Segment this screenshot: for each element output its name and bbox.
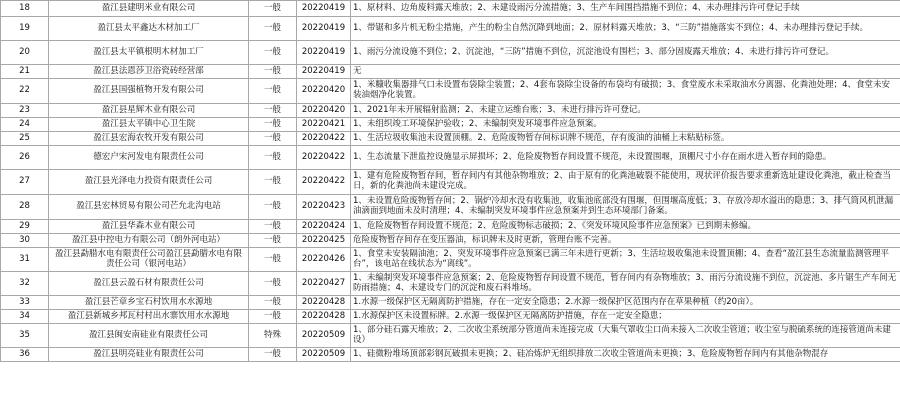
inspection-date-cell[interactable]: 20220422 xyxy=(297,146,351,170)
company-name-cell[interactable]: 盈江县新城乡邦瓦村村出水寨饮用水水源地 xyxy=(49,310,249,324)
issues-found-cell[interactable]: 1、未设置危险废物暂存间；2、锅炉冷却水没有收集池，收集池底部没有围堰，但围堰高度低；3、存放冷却水溢出的隐患；3、排气筒风机泄漏油滴面到地面未及时清理；4、未编制突发环境事件应急预案并到生态环境部门备案。 xyxy=(351,195,900,220)
inspection-date-cell[interactable]: 20220419 xyxy=(297,41,351,65)
row-number-cell[interactable]: 18 xyxy=(1,1,49,17)
company-name-cell[interactable]: 盈江县明亮硅业有限责任公司 xyxy=(49,348,249,362)
inspection-date-cell[interactable]: 20220419 xyxy=(297,65,351,79)
row-number-cell[interactable]: 28 xyxy=(1,195,49,220)
table-row[interactable] xyxy=(1,104,900,118)
table-row[interactable] xyxy=(1,41,900,65)
row-number-cell[interactable]: 35 xyxy=(1,324,49,348)
inspection-date-cell[interactable]: 20220509 xyxy=(297,324,351,348)
issues-found-cell[interactable]: 1.水源一级保护区无隔离防护措施，存在一定安全隐患；2.水源一级保护区范围内存在草果种植（约20亩）。 xyxy=(351,296,900,310)
inspection-type-cell[interactable]: 一般 xyxy=(249,146,297,170)
row-number-cell[interactable]: 36 xyxy=(1,348,49,362)
row-number-cell[interactable]: 32 xyxy=(1,272,49,296)
table-row[interactable] xyxy=(1,79,900,104)
table-row[interactable] xyxy=(1,170,900,195)
row-number-cell[interactable]: 25 xyxy=(1,132,49,146)
table-row[interactable] xyxy=(1,146,900,170)
row-number-cell[interactable]: 24 xyxy=(1,118,49,132)
company-name-cell[interactable]: 盈江县国强植物开发有限公司 xyxy=(49,79,249,104)
inspection-type-cell[interactable]: 一般 xyxy=(249,17,297,41)
row-number-cell[interactable]: 22 xyxy=(1,79,49,104)
company-name-cell[interactable]: 盈江县闽安南硅业有限责任公司 xyxy=(49,324,249,348)
inspection-date-cell[interactable]: 20220423 xyxy=(297,195,351,220)
issues-found-cell[interactable]: 危险废物暂存间存在变压器油，标识牌未及时更新，管理台账不完善。 xyxy=(351,234,900,248)
inspection-date-cell[interactable]: 20220420 xyxy=(297,104,351,118)
issues-found-cell[interactable]: 1、未组织竣工环境保护验收；2、未编制突发环境事件应急预案。 xyxy=(351,118,900,132)
company-name-cell[interactable]: 盈江县云盈石材有限责任公司 xyxy=(49,272,249,296)
company-name-cell[interactable]: 盈江县勐腊水电有限责任公司盈江县勐腊水电有限责任公司（银河电站） xyxy=(49,248,249,272)
row-number-cell[interactable]: 20 xyxy=(1,41,49,65)
company-name-cell[interactable]: 盈江县宏林贸易有限公司芒允北沟电站 xyxy=(49,195,249,220)
issues-found-cell[interactable]: 1、未编制突发环境事件应急预案；2、危险废物暂存间设置不规范，暂存间内有杂物堆放；3、雨污分流设施不到位，沉淀池、多片锯生产车间无防雨措施；4、未建设专门的沉淀和废石料堆场。 xyxy=(351,272,900,296)
issues-found-cell[interactable]: 1、食堂未安装隔油池；2、突发环境事件应急预案已满三年未进行更新；3、生活垃圾收集池未设置顶棚；4、查看“盈江县生态流量监测管理平台”，该电站在线状态为“离线”。 xyxy=(351,248,900,272)
company-name-cell[interactable]: 盈江县华森木业有限公司 xyxy=(49,220,249,234)
table-row[interactable] xyxy=(1,234,900,248)
issues-found-cell[interactable]: 1、带锯和多片机无粉尘措施，产生的粉尘自然沉降到地面；2、原材料露天堆放；3、“三防”措施落实不到位；4、未办理排污登记手续。 xyxy=(351,17,900,41)
inspection-type-cell[interactable]: 一般 xyxy=(249,234,297,248)
company-name-cell[interactable]: 盈江县宏海农牧开发有限公司 xyxy=(49,132,249,146)
company-name-cell[interactable]: 盈江县太平鑫达木材加工厂 xyxy=(49,17,249,41)
row-number-cell[interactable]: 21 xyxy=(1,65,49,79)
issues-found-cell[interactable]: 1、米糠收集器排气口未设置布袋除尘装置；2、4套布袋除尘设备的布袋均有破损；3、食堂废水未采取油水分离器、化粪池处理；4、食堂未安装油烟净化装置。 xyxy=(351,79,900,104)
table-row[interactable] xyxy=(1,348,900,362)
inspection-type-cell[interactable]: 特殊 xyxy=(249,324,297,348)
inspection-type-cell[interactable]: 一般 xyxy=(249,79,297,104)
company-name-cell[interactable]: 盈江县太平镇中心卫生院 xyxy=(49,118,249,132)
table-row[interactable] xyxy=(1,324,900,348)
row-number-cell[interactable]: 34 xyxy=(1,310,49,324)
inspection-date-cell[interactable]: 20220422 xyxy=(297,132,351,146)
row-number-cell[interactable]: 33 xyxy=(1,296,49,310)
inspection-type-cell[interactable]: 一般 xyxy=(249,296,297,310)
company-name-cell[interactable]: 盈江县光泽电力投资有限责任公司 xyxy=(49,170,249,195)
inspection-date-cell[interactable]: 20220427 xyxy=(297,272,351,296)
table-row[interactable] xyxy=(1,220,900,234)
issues-found-cell[interactable]: 1、建有危险废物暂存间，暂存间内有其他杂物堆放；2、由于原有的化粪池破裂不能使用，现状评价报告要求重新选址建设化粪池，截止检查当日，新的化粪池尚未建设完成。 xyxy=(351,170,900,195)
row-number-cell[interactable]: 19 xyxy=(1,17,49,41)
inspection-date-cell[interactable]: 20220424 xyxy=(297,220,351,234)
table-row[interactable] xyxy=(1,17,900,41)
inspection-type-cell[interactable]: 一般 xyxy=(249,310,297,324)
company-name-cell[interactable]: 盈江县建明米业有限公司 xyxy=(49,1,249,17)
table-row[interactable] xyxy=(1,296,900,310)
inspection-date-cell[interactable]: 20220428 xyxy=(297,310,351,324)
issues-found-cell[interactable]: 1、生活垃圾收集池未设置顶棚。2、危险废物暂存间标识牌不规范，存有废油的油桶上未粘贴标签。 xyxy=(351,132,900,146)
issues-found-cell[interactable]: 1、部分硅石露天堆放；2、二次收尘系统部分管道尚未连接完成（大集气罩收尘口尚未接入二次收尘管道；收尘室与脱硫系统的连接管道尚未建设） xyxy=(351,324,900,348)
issues-found-cell[interactable]: 1、2021年未开展辐射监测；2、未建立运维台账；3、未进行排污许可登记。 xyxy=(351,104,900,118)
row-number-cell[interactable]: 26 xyxy=(1,146,49,170)
company-name-cell[interactable]: 德宏户宋河发电有限责任公司 xyxy=(49,146,249,170)
issues-found-cell[interactable]: 无 xyxy=(351,65,900,79)
issues-found-cell[interactable]: 1.水源保护区未设置标牌。2.水源一级保护区无隔离防护措施，存在一定安全隐患； xyxy=(351,310,900,324)
issues-found-cell[interactable]: 1、雨污分流设施不到位；2、沉淀池，“三防”措施不到位，沉淀池设有围栏；3、部分固废露天堆放；4、未进行排污许可登记。 xyxy=(351,41,900,65)
row-number-cell[interactable]: 29 xyxy=(1,220,49,234)
inspection-type-cell[interactable]: 一般 xyxy=(249,41,297,65)
inspection-date-cell[interactable]: 20220421 xyxy=(297,118,351,132)
inspection-date-cell[interactable]: 20220419 xyxy=(297,17,351,41)
inspection-type-cell[interactable]: 一般 xyxy=(249,248,297,272)
inspection-date-cell[interactable]: 20220426 xyxy=(297,248,351,272)
table-body xyxy=(1,1,900,362)
company-name-cell[interactable]: 盈江县中控电力有限公司（朗外河电站） xyxy=(49,234,249,248)
table-row[interactable] xyxy=(1,272,900,296)
inspection-date-cell[interactable]: 20220425 xyxy=(297,234,351,248)
inspection-type-cell[interactable]: 一般 xyxy=(249,195,297,220)
row-number-cell[interactable]: 27 xyxy=(1,170,49,195)
table-row[interactable] xyxy=(1,248,900,272)
inspection-type-cell[interactable]: 一般 xyxy=(249,132,297,146)
table-row[interactable] xyxy=(1,1,900,17)
inspection-type-cell[interactable]: 一般 xyxy=(249,272,297,296)
issues-found-cell[interactable]: 1、危险废物暂存间设置不规范；2、危险废物标志破损；2、《突发环境风险事件应急预案》已到期未修编。 xyxy=(351,220,900,234)
inspection-date-cell[interactable]: 20220419 xyxy=(297,1,351,17)
inspection-date-cell[interactable]: 20220428 xyxy=(297,296,351,310)
inspection-date-cell[interactable]: 20220509 xyxy=(297,348,351,362)
inspection-type-cell[interactable]: 一般 xyxy=(249,118,297,132)
issues-found-cell[interactable]: 1、硅微粉堆场顶部彩钢瓦破损未更换；2、硅冶炼炉无组织排放二次收尘管道尚未更换；3、危险废物暂存间内有其他杂物混存 xyxy=(351,348,900,362)
row-number-cell[interactable]: 23 xyxy=(1,104,49,118)
table-row[interactable] xyxy=(1,118,900,132)
inspection-type-cell[interactable]: 一般 xyxy=(249,220,297,234)
inspection-type-cell[interactable]: 一般 xyxy=(249,104,297,118)
table-row[interactable] xyxy=(1,65,900,79)
row-number-cell[interactable]: 30 xyxy=(1,234,49,248)
company-name-cell[interactable]: 盈江县星辉木业有限公司 xyxy=(49,104,249,118)
inspection-type-cell[interactable]: 一般 xyxy=(249,1,297,17)
table-row[interactable] xyxy=(1,310,900,324)
company-name-cell[interactable]: 盈江县太平镇根明木材加工厂 xyxy=(49,41,249,65)
table-row[interactable] xyxy=(1,132,900,146)
row-number-cell[interactable]: 31 xyxy=(1,248,49,272)
inspection-date-cell[interactable]: 20220420 xyxy=(297,79,351,104)
issues-found-cell[interactable]: 1、生态流量下泄监控设施显示屏损坏；2、危险废物暂存间设置不规范，未设置围堰，顶棚尺寸小存在雨水进入暂存间的隐患。 xyxy=(351,146,900,170)
company-name-cell[interactable]: 盈江县法恩莎卫浴瓷砖经营部 xyxy=(49,65,249,79)
company-name-cell[interactable]: 盈江县芒章乡宝石村饮用水水源地 xyxy=(49,296,249,310)
inspection-type-cell[interactable]: 一般 xyxy=(249,65,297,79)
issues-found-cell[interactable]: 1、原材料、边角废料露天堆放；2、未建设雨污分流措施；3、生产车间围挡措施不到位；4、未办理排污许可登记手续 xyxy=(351,1,900,17)
table-row[interactable] xyxy=(1,195,900,220)
inspection-date-cell[interactable]: 20220422 xyxy=(297,170,351,195)
inspection-type-cell[interactable]: 一般 xyxy=(249,348,297,362)
inspection-type-cell[interactable]: 一般 xyxy=(249,170,297,195)
